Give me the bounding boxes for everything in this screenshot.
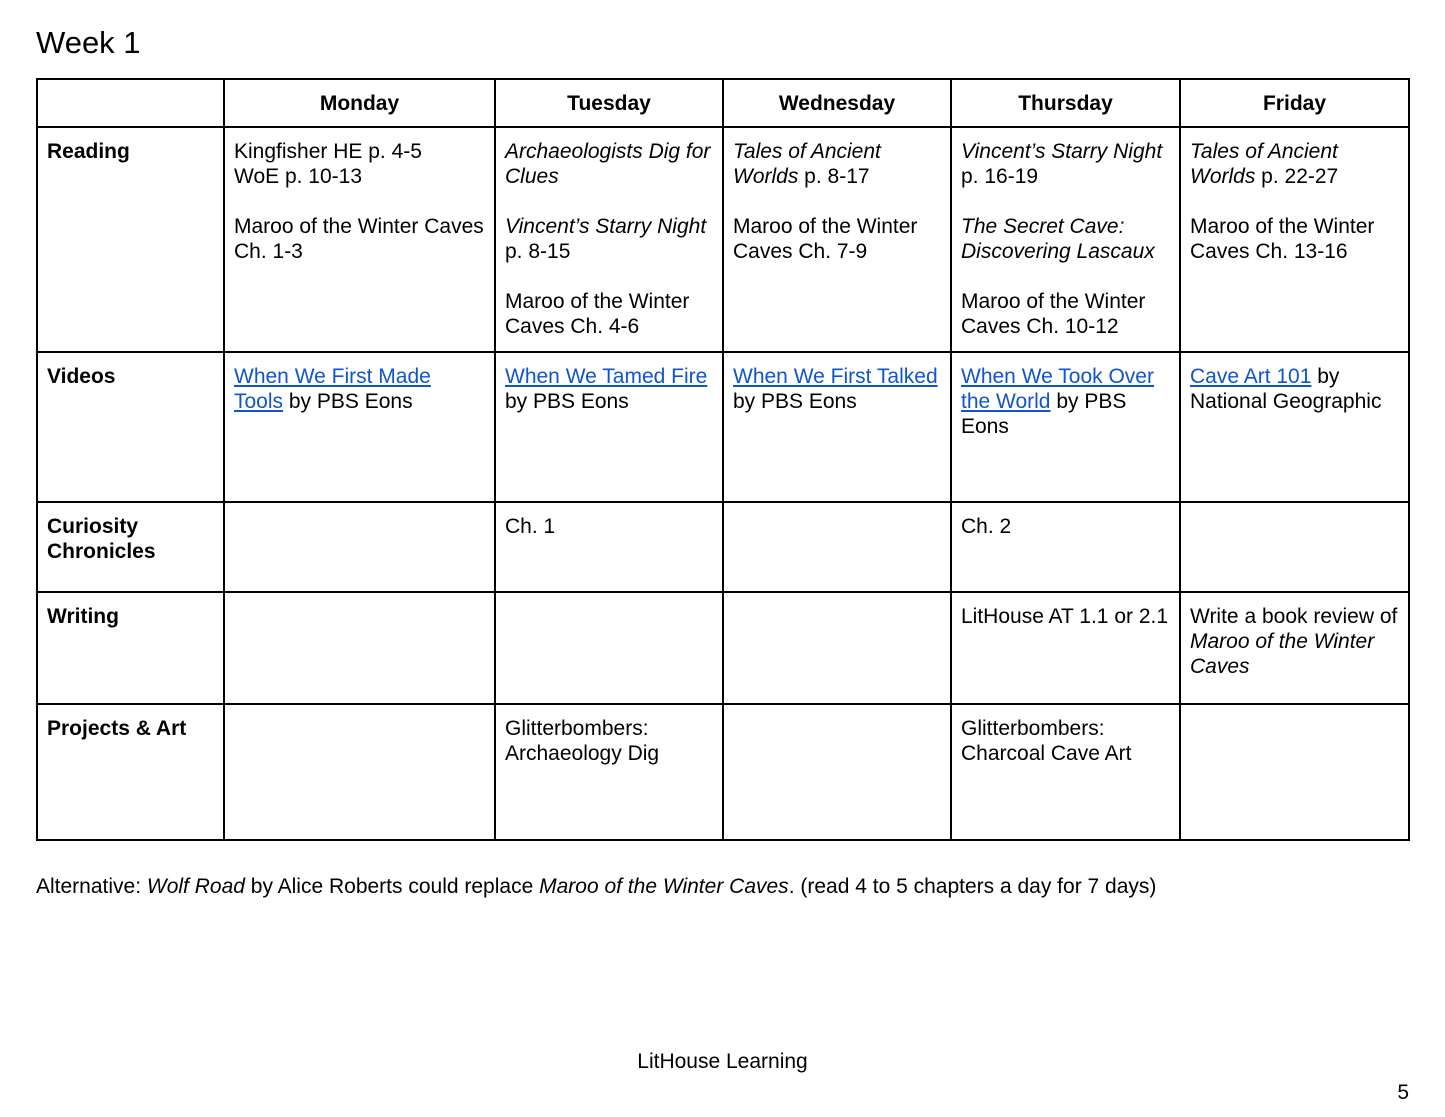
table-row-curiosity-chronicles [37, 502, 1409, 592]
reading-friday-novel: Maroo of the Winter Caves Ch. 13-16 [1190, 215, 1375, 263]
reading-monday-novel: Maroo of the Winter Caves Ch. 1-3 [234, 215, 484, 263]
note-suffix: . (read 4 to 5 chapters a day for 7 days) [788, 875, 1157, 898]
cell-videos-friday [1180, 352, 1409, 502]
reading-tuesday-book2-pages: p. 8-15 [505, 240, 571, 263]
row-label-videos: Videos [37, 352, 224, 502]
header-wednesday: Wednesday [723, 79, 951, 127]
writing-friday-book: Maroo of the Winter Caves [1190, 630, 1375, 678]
cell-curiosity-friday [1180, 502, 1409, 592]
page-footer: LitHouse Learning [637, 1050, 808, 1073]
cell-curiosity-thursday: Ch. 2 [951, 502, 1180, 592]
reading-thursday-novel: Maroo of the Winter Caves Ch. 10-12 [961, 290, 1146, 338]
reading-wednesday-book1: Tales of Ancient Worlds [733, 140, 881, 188]
reading-monday-line2: WoE p. 10-13 [234, 165, 363, 188]
reading-tuesday-book2: Vincent’s Starry Night [505, 215, 707, 238]
reading-friday-book1: Tales of Ancient Worlds [1190, 140, 1338, 188]
video-source-tuesday: by PBS Eons [505, 390, 629, 413]
row-label-curiosity-chronicles: Curiosity Chronicles [37, 502, 224, 592]
alternative-note [36, 874, 1156, 899]
note-prefix: Alternative: [36, 875, 147, 898]
cell-writing-thursday: LitHouse AT 1.1 or 2.1 [951, 592, 1180, 704]
reading-monday-line1: Kingfisher HE p. 4-5 [234, 140, 422, 163]
video-link-wednesday[interactable]: When We First Talked [733, 365, 938, 388]
table-row-writing [37, 592, 1409, 704]
cell-projects-tuesday: Glitterbombers: Archaeology Dig [495, 704, 723, 840]
reading-thursday-book1: Vincent’s Starry Night [961, 140, 1163, 163]
page-number: 5 [1397, 1081, 1409, 1104]
video-link-thursday[interactable]: When We Took Over the World [961, 365, 1154, 413]
cell-curiosity-monday [224, 502, 495, 592]
video-link-tuesday[interactable]: When We Tamed Fire [505, 365, 708, 388]
cell-reading-wednesday [723, 127, 951, 352]
cell-projects-monday [224, 704, 495, 840]
cell-videos-tuesday [495, 352, 723, 502]
reading-tuesday-book1: Archaeologists Dig for Clues [505, 140, 711, 188]
cell-projects-friday [1180, 704, 1409, 840]
note-replaced-title: Maroo of the Winter Caves [539, 875, 789, 898]
reading-tuesday-novel: Maroo of the Winter Caves Ch. 4-6 [505, 290, 690, 338]
table-row-videos [37, 352, 1409, 502]
cell-reading-monday [224, 127, 495, 352]
video-link-friday[interactable]: Cave Art 101 [1190, 365, 1312, 388]
cell-writing-wednesday [723, 592, 951, 704]
header-corner [37, 79, 224, 127]
writing-friday-task: Write a book review of [1190, 605, 1398, 628]
cell-curiosity-tuesday: Ch. 1 [495, 502, 723, 592]
video-source-thursday: by PBS Eons [961, 390, 1127, 438]
cell-videos-thursday [951, 352, 1180, 502]
header-friday: Friday [1180, 79, 1409, 127]
reading-thursday-book2: The Secret Cave: Discovering Lascaux [961, 215, 1155, 263]
page-title: Week 1 [36, 25, 141, 60]
cell-reading-friday [1180, 127, 1409, 352]
reading-wednesday-novel: Maroo of the Winter Caves Ch. 7-9 [733, 215, 918, 263]
cell-projects-wednesday [723, 704, 951, 840]
header-row [37, 79, 1409, 127]
row-label-projects-art: Projects & Art [37, 704, 224, 840]
cell-reading-thursday [951, 127, 1180, 352]
header-monday: Monday [224, 79, 495, 127]
video-source-friday: by National Geographic [1190, 365, 1382, 413]
reading-thursday-book1-pages: p. 16-19 [961, 165, 1039, 188]
reading-wednesday-book1-pages: p. 8-17 [798, 165, 870, 188]
cell-projects-thursday: Glitterbombers: Charcoal Cave Art [951, 704, 1180, 840]
weekly-schedule-table [36, 78, 1410, 841]
video-link-monday[interactable]: When We First Made Tools [234, 365, 431, 413]
row-label-writing: Writing [37, 592, 224, 704]
header-tuesday: Tuesday [495, 79, 723, 127]
cell-writing-friday [1180, 592, 1409, 704]
video-source-wednesday: by PBS Eons [733, 390, 857, 413]
table-row-reading [37, 127, 1409, 352]
cell-reading-tuesday [495, 127, 723, 352]
cell-videos-wednesday [723, 352, 951, 502]
cell-curiosity-wednesday [723, 502, 951, 592]
table-row-projects-art [37, 704, 1409, 840]
cell-videos-monday [224, 352, 495, 502]
header-thursday: Thursday [951, 79, 1180, 127]
video-source-monday: by PBS Eons [283, 390, 413, 413]
note-middle: by Alice Roberts could replace [244, 875, 540, 898]
note-alt-title: Wolf Road [146, 875, 245, 898]
reading-friday-book1-pages: p. 22-27 [1255, 165, 1339, 188]
cell-writing-tuesday [495, 592, 723, 704]
cell-writing-monday [224, 592, 495, 704]
row-label-reading: Reading [37, 127, 224, 352]
